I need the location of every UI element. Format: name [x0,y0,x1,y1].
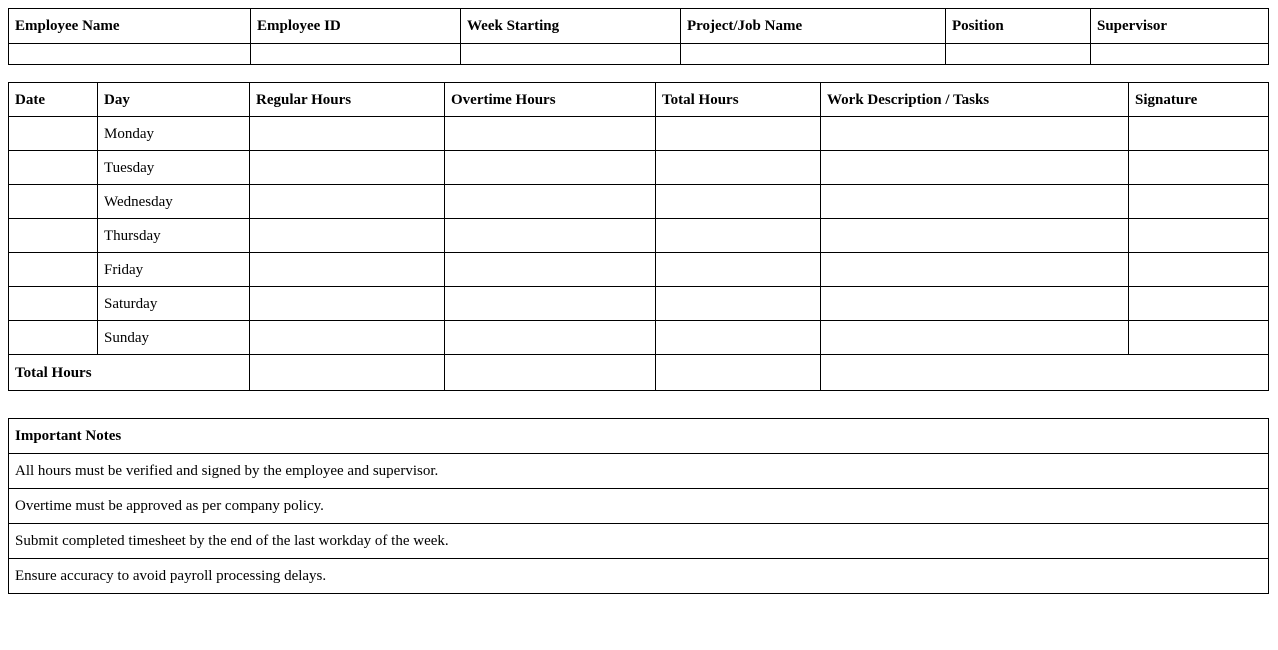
cell-total-hours-monday[interactable] [656,117,821,151]
cell-date-saturday[interactable] [9,287,98,321]
field-project-job-name[interactable] [681,44,946,65]
cell-date-wednesday[interactable] [9,185,98,219]
cell-overtime-hours-thursday[interactable] [445,219,656,253]
cell-day-friday: Friday [98,253,250,287]
cell-overtime-hours-monday[interactable] [445,117,656,151]
cell-day-tuesday: Tuesday [98,151,250,185]
table-row [9,287,1269,321]
cell-signature-saturday[interactable] [1129,287,1269,321]
field-employee-name[interactable] [9,44,251,65]
header-signature: Signature [1129,83,1269,117]
cell-total-hours-sunday[interactable] [656,321,821,355]
cell-signature-sunday[interactable] [1129,321,1269,355]
cell-regular-hours-saturday[interactable] [250,287,445,321]
total-regular-hours[interactable] [250,355,445,391]
header-total-hours: Total Hours [656,83,821,117]
header-week-starting: Week Starting [461,9,681,44]
note-item-4: Ensure accuracy to avoid payroll processing delays. [9,559,1269,594]
cell-work-description-sunday[interactable] [821,321,1129,355]
cell-regular-hours-tuesday[interactable] [250,151,445,185]
cell-signature-friday[interactable] [1129,253,1269,287]
total-total-hours[interactable] [656,355,821,391]
header-overtime-hours: Overtime Hours [445,83,656,117]
header-regular-hours: Regular Hours [250,83,445,117]
cell-day-wednesday: Wednesday [98,185,250,219]
cell-regular-hours-monday[interactable] [250,117,445,151]
cell-date-tuesday[interactable] [9,151,98,185]
cell-date-monday[interactable] [9,117,98,151]
cell-signature-monday[interactable] [1129,117,1269,151]
table-row [9,321,1269,355]
header-supervisor: Supervisor [1091,9,1269,44]
header-day: Day [98,83,250,117]
field-supervisor[interactable] [1091,44,1269,65]
timesheet-header-row [9,83,1269,117]
cell-total-hours-wednesday[interactable] [656,185,821,219]
cell-regular-hours-wednesday[interactable] [250,185,445,219]
table-row [9,253,1269,287]
list-item [9,559,1269,594]
table-row [9,151,1269,185]
field-employee-id[interactable] [251,44,461,65]
cell-work-description-tuesday[interactable] [821,151,1129,185]
field-position[interactable] [946,44,1091,65]
header-employee-name: Employee Name [9,9,251,44]
cell-work-description-wednesday[interactable] [821,185,1129,219]
timesheet-total-row [9,355,1269,391]
cell-signature-wednesday[interactable] [1129,185,1269,219]
cell-overtime-hours-sunday[interactable] [445,321,656,355]
cell-regular-hours-sunday[interactable] [250,321,445,355]
note-item-1: All hours must be verified and signed by the employee and supervisor. [9,454,1269,489]
employee-info-table [8,8,1269,65]
total-hours-label: Total Hours [9,355,250,391]
employee-info-header-row [9,9,1269,44]
cell-total-hours-saturday[interactable] [656,287,821,321]
note-item-2: Overtime must be approved as per company policy. [9,489,1269,524]
cell-work-description-monday[interactable] [821,117,1129,151]
notes-title-row [9,419,1269,454]
cell-work-description-saturday[interactable] [821,287,1129,321]
cell-work-description-friday[interactable] [821,253,1129,287]
cell-day-saturday: Saturday [98,287,250,321]
cell-regular-hours-thursday[interactable] [250,219,445,253]
notes-title: Important Notes [9,419,1269,454]
timesheet-table [8,82,1269,391]
employee-info-value-row [9,44,1269,65]
cell-day-thursday: Thursday [98,219,250,253]
table-row [9,185,1269,219]
cell-date-sunday[interactable] [9,321,98,355]
cell-total-hours-friday[interactable] [656,253,821,287]
list-item [9,489,1269,524]
important-notes-table [8,418,1269,594]
cell-day-sunday: Sunday [98,321,250,355]
cell-overtime-hours-friday[interactable] [445,253,656,287]
cell-total-hours-tuesday[interactable] [656,151,821,185]
header-project-job-name: Project/Job Name [681,9,946,44]
total-remainder-cell[interactable] [821,355,1269,391]
cell-signature-tuesday[interactable] [1129,151,1269,185]
header-date: Date [9,83,98,117]
list-item [9,524,1269,559]
header-work-description: Work Description / Tasks [821,83,1129,117]
cell-signature-thursday[interactable] [1129,219,1269,253]
cell-overtime-hours-wednesday[interactable] [445,185,656,219]
list-item [9,454,1269,489]
table-row [9,117,1269,151]
note-item-3: Submit completed timesheet by the end of the last workday of the week. [9,524,1269,559]
total-overtime-hours[interactable] [445,355,656,391]
cell-regular-hours-friday[interactable] [250,253,445,287]
cell-total-hours-thursday[interactable] [656,219,821,253]
cell-day-monday: Monday [98,117,250,151]
cell-overtime-hours-tuesday[interactable] [445,151,656,185]
header-position: Position [946,9,1091,44]
cell-overtime-hours-saturday[interactable] [445,287,656,321]
table-row [9,219,1269,253]
cell-date-friday[interactable] [9,253,98,287]
field-week-starting[interactable] [461,44,681,65]
header-employee-id: Employee ID [251,9,461,44]
cell-work-description-thursday[interactable] [821,219,1129,253]
cell-date-thursday[interactable] [9,219,98,253]
